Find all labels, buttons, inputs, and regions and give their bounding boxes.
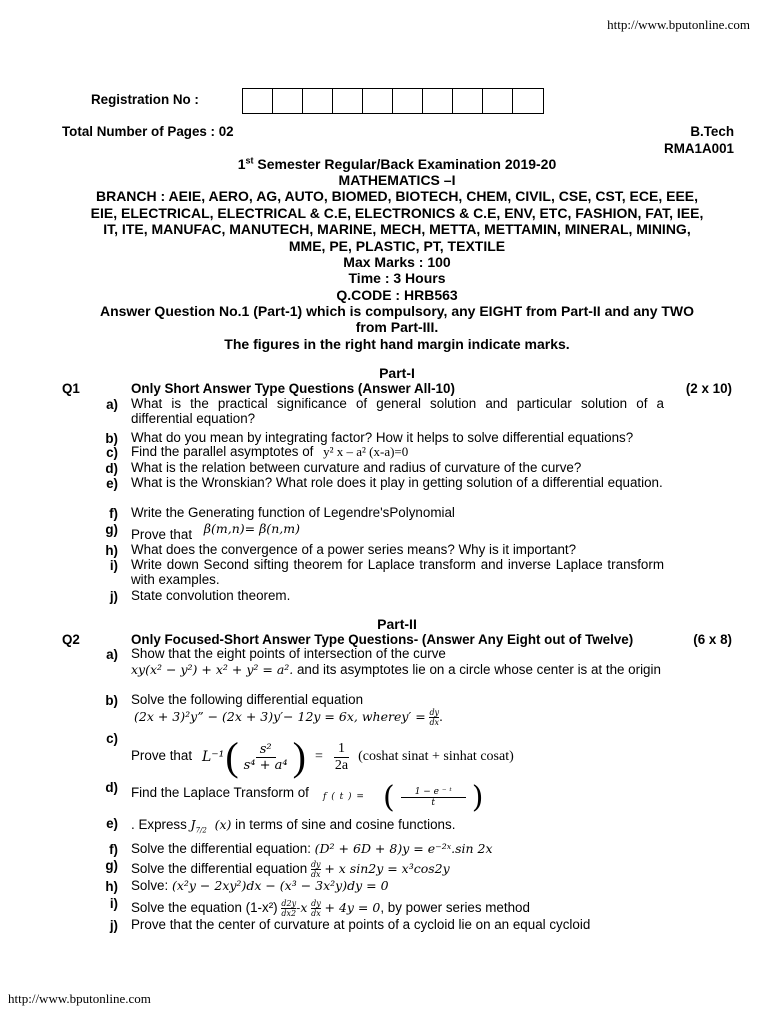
question-text: Find the Laplace Transform of [131,785,309,800]
paren-right: ) [292,734,306,779]
question-text [134,708,667,727]
exam-title [40,156,754,172]
registration-cell[interactable] [243,89,273,113]
registration-cell[interactable] [513,89,543,113]
question-text: Prove that the center of curvature at points of a cycloid lie on an equal cycloid [131,917,591,932]
q1-number: Q1 [62,381,80,396]
registration-cell[interactable] [453,89,483,113]
item-label: b) [105,693,118,708]
question-text [131,662,664,678]
item-label: i) [109,558,118,573]
exam-title-text: Semester Regular/Back Examination 2019-20 [253,156,557,172]
question-text-part: . Express [131,817,187,832]
operator: L⁻¹ [202,749,225,765]
instruction-line: from Part-III. [355,319,439,335]
item-label: d) [105,461,118,476]
part2-heading: Part-II [377,616,417,632]
fraction [281,899,296,918]
item-label: h) [105,543,118,558]
fraction-numerator: s² [256,742,276,758]
item-label: j) [109,589,118,604]
bessel-order: 7/2 [195,826,207,835]
fraction-numerator: dy [310,860,321,869]
bessel-symbol: J [190,817,196,832]
branch-line: MME, PE, PLASTIC, PT, TEXTILE [288,238,506,254]
laplace-inverse-expression [202,734,514,780]
laplace-function [323,780,483,814]
q2-title: Only Focused-Short Answer Type Questions- (Answer Any Eight out of Twelve) [131,632,634,647]
math-expression: -x [296,900,308,916]
q1-marks: (2 x 10) [685,381,732,396]
instruction-line: The figures in the right hand margin indicate marks. [224,336,570,352]
math-expression: xy(x² − y²) + x² + y² = a². [131,662,294,677]
paren-left: ( [382,779,395,815]
item-label: c) [106,445,118,460]
equals-sign: = [314,749,323,764]
math-expression: (2x + 3)²y” − (2x + 3)y′− 12y = 6x, wherey′ = [134,709,426,725]
q2-marks: (6 x 8) [693,632,732,647]
subject: MATHEMATICS –I [338,172,456,188]
item-label: d) [105,780,118,795]
footer-url: http://www.bputonline.com [8,991,151,1006]
fraction-denominator: dx [311,909,321,918]
fraction [429,708,439,727]
fraction-numerator: 1 [334,741,349,758]
course-code: RMA1A001 [664,141,734,156]
item-label: f) [109,506,118,521]
question-text: What is the practical significance of general solution and particular solution of a differential equation? [131,396,664,426]
item-label: j) [109,918,118,933]
fraction [311,860,321,879]
item-label: c) [106,731,118,746]
question-text: State convolution theorem. [131,588,291,603]
question-text-part: , by power series method [380,900,530,916]
fraction-numerator: dy [429,708,440,717]
question-text: What is the relation between curvature and radius of curvature of the curve? [131,460,582,475]
math-expression: + x sin2y = x³cos2y [324,861,450,877]
question-text [131,842,664,857]
branch-line: IT, ITE, MANUFAC, MANUTECH, MARINE, MECH, METTA, METTAMIN, MINERAL, MINING, [103,221,691,237]
question-text-part: Solve the differential equation [131,861,308,877]
item-label: h) [105,879,118,894]
fraction-denominator: dx [429,718,440,727]
question-text [131,818,664,833]
item-label: a) [106,397,118,412]
part1-heading: Part-I [379,365,415,381]
question-text: What does the convergence of a power series means? Why is it important? [131,542,577,557]
fraction-numerator: dy [311,899,321,908]
registration-cell[interactable] [363,89,393,113]
math-expression: (x²y − 2xy²)dx − (x³ − 3x²y)dy = 0 [171,878,389,893]
item-label: g) [105,858,118,873]
q2-number: Q2 [62,632,80,647]
item-label: f) [109,842,118,857]
question-text-part: Solve: [131,878,169,893]
fraction-denominator: s⁴ + a⁴ [243,757,288,773]
registration-label: Registration No : [91,92,199,107]
question-text: Prove that [131,748,193,763]
math-expression: β(m,n)= β(n,m) [203,521,300,536]
header-url: http://www.bputonline.com [607,17,750,32]
item-label: g) [105,522,118,537]
degree: B.Tech [690,124,734,139]
registration-cell[interactable] [483,89,513,113]
registration-boxes [242,88,544,114]
question-text-part: Prove that [131,527,193,542]
item-label: e) [106,476,118,491]
total-pages: Total Number of Pages : 02 [62,124,234,139]
bessel-argument: (x) [214,817,232,832]
item-label: b) [105,431,118,446]
fraction [331,741,352,774]
question-text [131,860,664,879]
registration-cell[interactable] [333,89,363,113]
paren-right: ) [471,779,484,815]
question-text: Solve the following differential equation [131,692,364,707]
fraction-denominator: t [431,797,435,808]
fraction [311,899,321,918]
registration-cell[interactable] [393,89,423,113]
question-text-part: in terms of sine and cosine functions. [231,817,456,832]
question-text: What do you mean by integrating factor? How it helps to solve differential equations? [131,430,634,445]
question-text-part: Find the parallel asymptotes of [131,444,314,459]
question-text: What is the Wronskian? What role does it play in getting solution of a differential equation. [131,475,663,490]
branch-line: BRANCH : AEIE, AERO, AG, AUTO, BIOMED, BIOTECH, CHEM, CIVIL, CSE, CST, ECE, EEE, [95,188,699,204]
question-text [131,899,664,918]
question-text: Write the Generating function of Legendre'sPolynomial [131,505,455,520]
item-label: i) [109,896,118,911]
fraction-numerator: 1 − e ⁻ ᵗ [401,787,466,798]
registration-cell[interactable] [303,89,333,113]
math-expression: (D² + 6D + 8)y = e⁻²ˣ.sin 2x [314,841,493,856]
question-text [131,521,664,542]
exam-ordinal: st [245,155,254,166]
fraction-denominator: 2a [334,757,349,773]
fraction-numerator: d2y [281,899,297,908]
question-text: Write down Second sifting theorem for Laplace transform and inverse Laplace transform with examples. [131,557,664,587]
question-text [131,445,664,460]
question-text-part: and its asymptotes lie on a circle whose center is at the origin [293,662,661,677]
branch-line: EIE, ELECTRICAL, ELECTRICAL & C.E, ELECTRONICS & C.E, ENV, ETC, FASHION, FAT, IEE, [90,205,704,221]
exam-number: 1 [237,156,246,172]
item-label: e) [106,816,118,831]
fraction-denominator: dx2 [281,909,297,918]
registration-cell[interactable] [423,89,453,113]
question-text-part: Solve the equation (1-x²) [131,900,278,916]
function-name: f ( t ) = [323,792,365,802]
fraction [240,742,292,773]
paren-left: ( [225,734,239,779]
math-expression: + 4y = 0 [324,900,381,916]
q1-title: Only Short Answer Type Questions (Answer All-10) [131,381,455,396]
max-marks: Max Marks : 100 [343,254,451,270]
math-expression: (coshat sinat + sinhat cosat) [358,749,514,764]
instruction-line: Answer Question No.1 (Part-1) which is compulsory, any EIGHT from Part-II and any TWO [99,303,695,319]
fraction [401,787,466,808]
time: Time : 3 Hours [348,270,446,286]
question-text-part: Solve the differential equation: [131,841,311,856]
question-text [131,879,664,894]
math-expression: y² x – a² (x-a)=0 [323,444,409,459]
question-text: Show that the eight points of intersection of the curve [131,646,446,661]
qcode: Q.CODE : HRB563 [336,287,458,303]
fraction-denominator: dx [310,870,321,879]
punctuation: . [439,709,443,725]
registration-cell[interactable] [273,89,303,113]
item-label: a) [106,647,118,662]
